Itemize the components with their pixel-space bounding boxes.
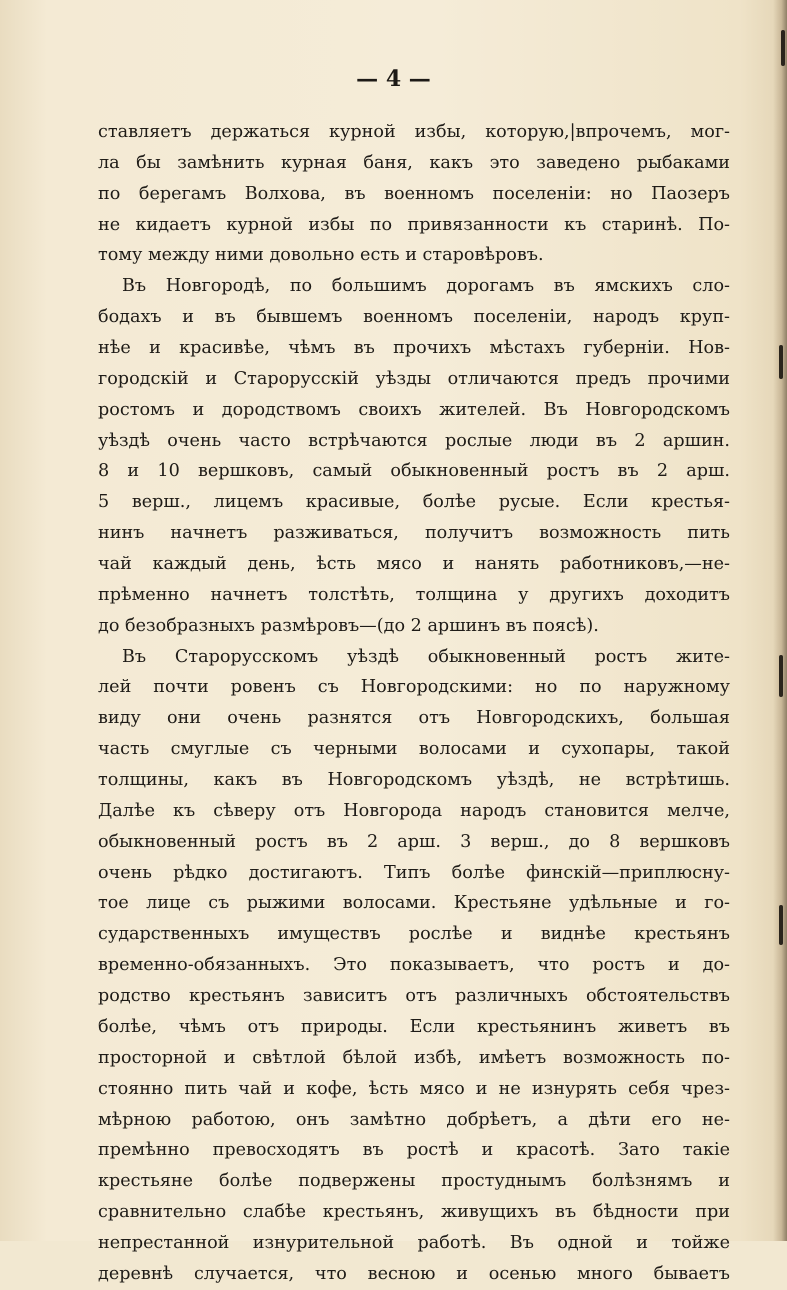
text-line: лей почти ровенъ съ Новгородскими: но по наружному (98, 677, 730, 698)
text-line: городскій и Старорусскій уѣзды отличаются предъ прочими (98, 368, 730, 389)
text-line: 8 и 10 вершковъ, самый обыкновенный ростъ въ 2 арш. (98, 461, 730, 482)
text-line: уѣздѣ очень часто встрѣчаются рослые люди въ 2 аршин. (98, 430, 730, 451)
text-line: тому между ними довольно есть и старовѣровъ. (98, 245, 544, 266)
text-line: временно-обязанныхъ. Это показываетъ, что ростъ и до- (98, 955, 730, 976)
text-line: деревнѣ случается, что весною и осенью много бываетъ (98, 1263, 730, 1284)
text-line: непрестанной изнурительной работѣ. Въ одной и тойже (98, 1232, 730, 1253)
text-line: очень рѣдко достигаютъ. Типъ болѣе финскій—приплюсну- (98, 862, 730, 883)
margin-mark (779, 345, 783, 379)
text-line: стоянно пить чай и кофе, ѣсть мясо и не изнурять себя чрез- (98, 1078, 730, 1099)
text-line: Въ Старорусскомъ уѣздѣ обыкновенный ростъ жите- (122, 646, 730, 667)
text-line: нѣе и красивѣе, чѣмъ въ прочихъ мѣстахъ губерніи. Нов- (98, 338, 730, 359)
text-line: просторной и свѣтлой бѣлой избѣ, имѣетъ возможность по- (98, 1047, 730, 1068)
text-line: ла бы замѣнить курная баня, какъ это заведено рыбаками (98, 152, 730, 173)
text-line: виду они очень разнятся отъ Новгородскихъ, большая (98, 708, 730, 729)
text-line: тое лице съ рыжими волосами. Крестьяне удѣльные и го- (98, 893, 730, 914)
text-line: часть смуглые съ черными волосами и сухопары, такой (98, 739, 730, 760)
margin-mark (781, 30, 785, 66)
text-line: премѣнно превосходятъ въ ростѣ и красотѣ. Зато такіе (98, 1140, 730, 1161)
text-line: прѣменно начнетъ толстѣть, толщина у другихъ доходитъ (98, 584, 730, 605)
body-text (98, 117, 730, 1290)
text-line: крестьяне болѣе подвержены простуднымъ болѣзнямъ и (98, 1171, 730, 1192)
text-line: бодахъ и въ бывшемъ военномъ поселеніи, народъ круп- (98, 307, 730, 328)
text-line: мѣрною работою, онъ замѣтно добрѣетъ, а дѣти его не- (98, 1109, 730, 1130)
page-number: — 4 — (356, 66, 431, 92)
text-line: до безобразныхъ размѣровъ—(до 2 аршинъ въ поясѣ). (98, 615, 599, 636)
text-line: нинъ начнетъ разживаться, получитъ возможность пить (98, 523, 730, 544)
text-line: сравнительно слабѣе крестьянъ, живущихъ въ бѣдности при (98, 1202, 730, 1223)
margin-mark (779, 905, 783, 945)
text-line: Далѣе къ сѣверу отъ Новгорода народъ становится мелче, (98, 800, 730, 821)
text-line: ростомъ и дородствомъ своихъ жителей. Въ Новгородскомъ (98, 399, 730, 420)
text-line: по берегамъ Волхова, въ военномъ поселеніи: но Паозеръ (98, 183, 730, 204)
margin-mark (779, 655, 783, 697)
text-line: 5 верш., лицемъ красивые, болѣе русые. Если крестья- (98, 492, 730, 513)
text-line: толщины, какъ въ Новгородскомъ уѣздѣ, не встрѣтишь. (98, 770, 730, 791)
text-line: не кидаетъ курной избы по привязанности къ старинѣ. По- (98, 214, 730, 235)
text-line: ставляетъ держаться курной избы, которую,|впрочемъ, мог- (98, 122, 730, 142)
text-line: сударственныхъ имуществъ рослѣе и виднѣе крестьянъ (98, 924, 730, 945)
page-edge-shadow (773, 0, 787, 1241)
text-line: болѣе, чѣмъ отъ природы. Если крестьянинъ живетъ въ (98, 1016, 730, 1037)
text-line: чай каждый день, ѣсть мясо и нанять работниковъ,—не- (98, 554, 730, 575)
text-line: родство крестьянъ зависитъ отъ различныхъ обстоятельствъ (98, 986, 730, 1007)
text-line: обыкновенный ростъ въ 2 арш. 3 верш., до 8 вершковъ (98, 831, 730, 852)
text-line: Въ Новгородѣ, по большимъ дорогамъ въ ямскихъ сло- (122, 276, 730, 297)
